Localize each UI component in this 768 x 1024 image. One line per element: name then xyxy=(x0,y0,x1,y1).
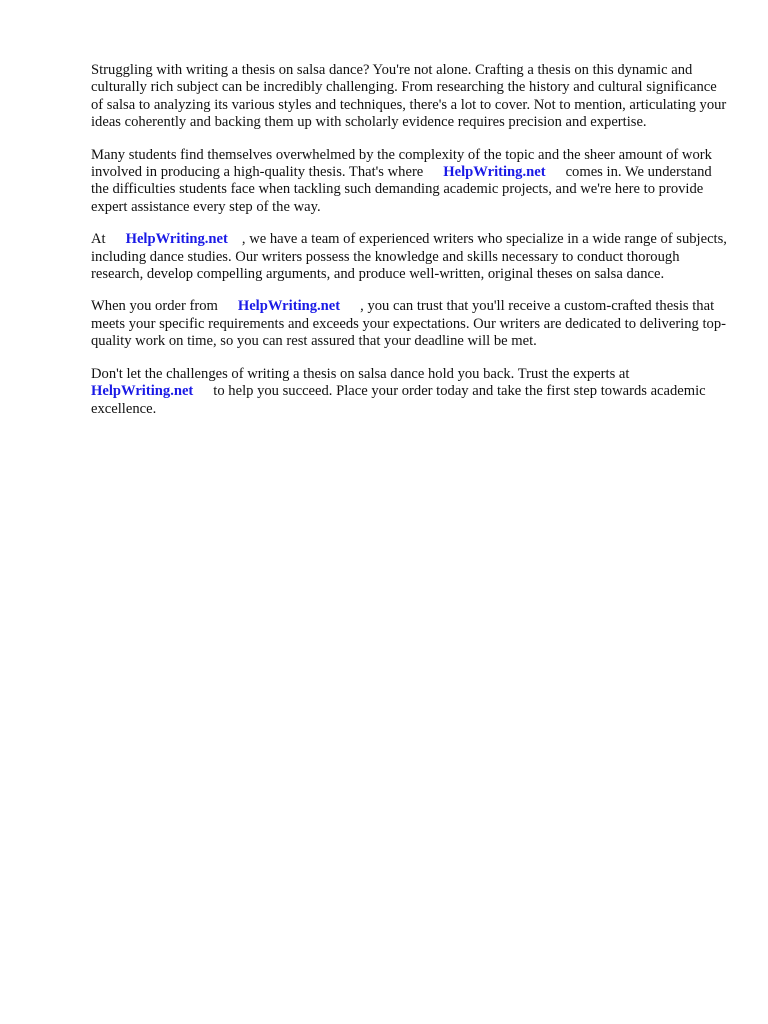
paragraph-text-before-link: When you order from xyxy=(91,298,218,315)
document-body xyxy=(91,62,731,433)
paragraph-team xyxy=(91,231,731,283)
paragraph-overwhelmed xyxy=(91,147,731,217)
paragraph-order xyxy=(91,298,731,350)
helpwriting-link[interactable]: HelpWriting.net xyxy=(443,164,546,181)
paragraph-text-before-link: Don't let the challenges of writing a thesis on salsa dance hold you back. Trust the experts at xyxy=(91,365,630,382)
paragraph-text-before-link: At xyxy=(91,231,106,248)
paragraph-text-after-link: , we have a team of experienced writers who specialize in a wide range of subjects, including dance studies. Our writers possess the knowledge and skills necessary to conduct thorough research, develop compelling arguments, and produce well-written, original theses on salsa dance. xyxy=(91,231,727,283)
paragraph-text-after-link: to help you succeed. Place your order today and take the first step towards academic excellence. xyxy=(91,383,706,417)
helpwriting-link[interactable]: HelpWriting.net xyxy=(125,231,228,248)
paragraph-text-before-link: Many students find themselves overwhelmed by the complexity of the topic and the sheer amount of work involved in producing a high-quality thesis. That's where xyxy=(91,146,712,181)
helpwriting-link[interactable]: HelpWriting.net xyxy=(237,298,341,315)
paragraph-text: Struggling with writing a thesis on salsa dance? You're not alone. Crafting a thesis on this dynamic and culturally rich subject can be incredibly challenging. From researching the history and cultural significance of salsa to analyzing its various styles and techniques, there's a lot to cover. Not to mention, articulating your ideas coherently and backing them up with scholarly evidence requires precision and expertise. xyxy=(91,62,727,131)
paragraph-intro xyxy=(91,62,731,132)
paragraph-text-after-link: comes in. We understand the difficulties students face when tackling such demanding academic projects, and we're here to provide expert assistance every step of the way. xyxy=(91,164,712,215)
paragraph-text-after-link: , you can trust that you'll receive a custom-crafted thesis that meets your specific requirements and exceeds your expectations. Our writers are dedicated to delivering top-quality work on time, so you can rest assured that your deadline will be met. xyxy=(91,298,726,350)
helpwriting-link[interactable]: HelpWriting.net xyxy=(91,383,194,400)
paragraph-closing xyxy=(91,366,731,418)
